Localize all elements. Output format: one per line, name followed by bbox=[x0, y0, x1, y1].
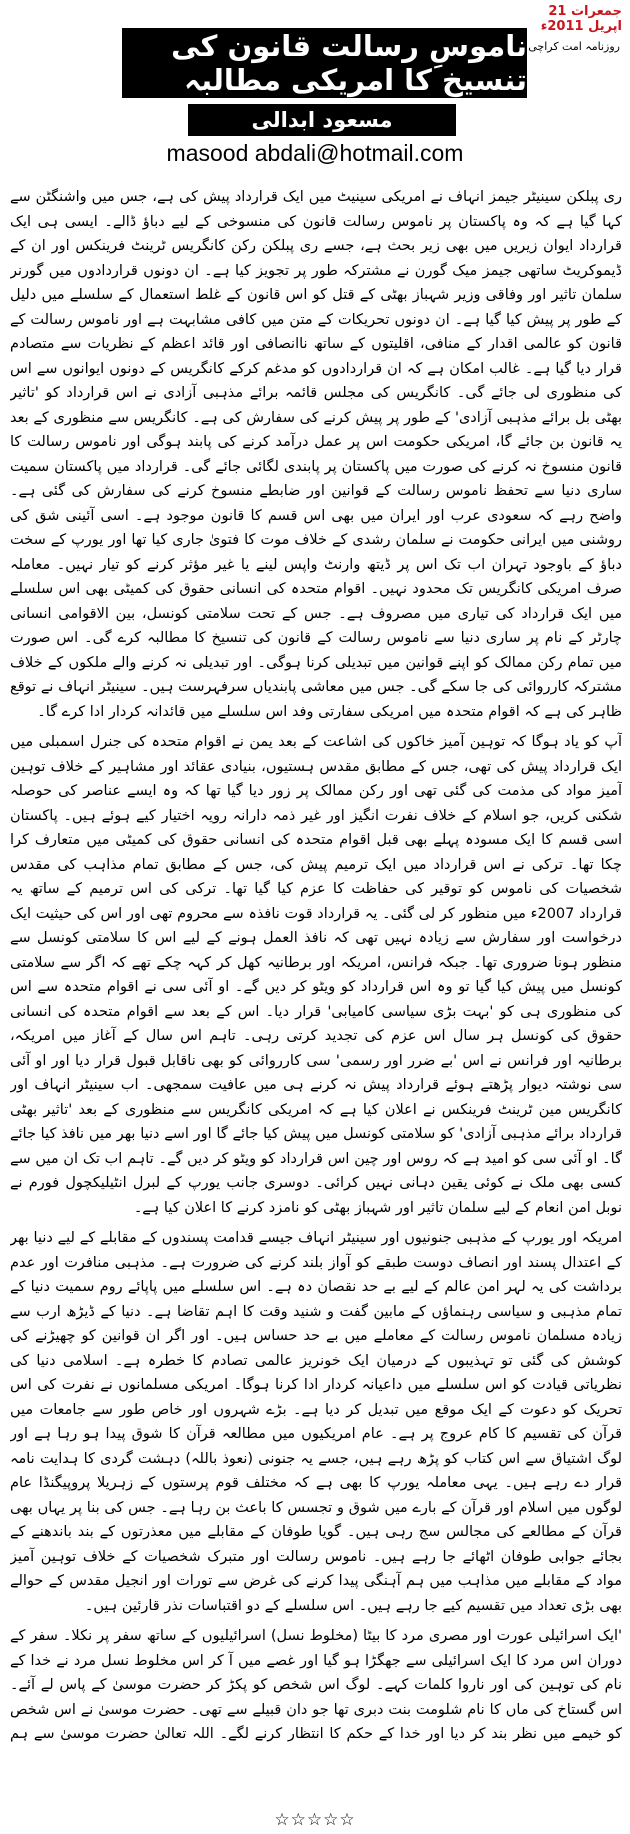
author-email: masood abdali@hotmail.com bbox=[166, 140, 464, 166]
paragraph-4: 'ایک اسرائیلی عورت اور مصری مرد کا بیٹا (مخلوط نسل) اسرائیلیوں کے ساتھ سفر پر نکلا۔ سفر کے دوران اس مرد کا ایک اسرائیلی سے جھگڑا ہو گیا اور غصے میں آ کر اس مخلوط نسل مرد نے خدا کے نام کی توہین کی اور ناروا کلمات کہے۔ لوگ اس شخص کو پکڑ کر حضرت موسیٰ کے پاس لے آئے۔ اس گستاخ کی ماں کا نام شلومت بنت دبری تھا جو دان قبیلے سے تھی۔ حضرت موسیٰ نے اس شخص کو خیمے میں نظر بند کر دیا اور خدا کے حکم کا انتظار کرنے لگے۔ اللہ تعالیٰ حضرت موسیٰ سے ہم bbox=[10, 1628, 622, 1742]
article-body bbox=[10, 185, 622, 1750]
article-header bbox=[122, 28, 620, 98]
paragraph-3: امریکہ اور یورپ کے مذہبی جنونیوں اور سینیٹر انہاف جیسے قدامت پسندوں کے مقابلے کے لیے دنیا بھر کے اعتدال پسند اور انصاف دوست طبقے کو آواز بلند کرنے کی ضرورت ہے۔ مذہبی منافرت اور عدم برداشت کی یہ لہر امن عالم کے لیے بے حد نقصان دہ ہے۔ اس سلسلے میں پاپائے روم سمیت دنیا کے تمام مذہبی و سیاسی رہنماؤں کے مابین گفت و شنید وقت کا اہم تقاضا ہے۔ دنیا کے ڈیڑھ ارب سے زیادہ مسلمان ناموس رسالت کے معاملے میں بے حد حساس ہیں۔ اور اگر ان قوانین کو چھیڑنے کی کوشش کی گئی تو تہذیبوں کے درمیان ایک خونریز عالمی تصادم کا خطرہ ہے۔ اسلامی دنیا کی نظریاتی قیادت کو اس سلسلے میں داعیانہ کردار ادا کرنا ہوگا۔ امریکی مسلمانوں نے نفرت کی اس تحریک کو دعوت کے ایک موقع میں تبدیل کر دیا ہے۔ بڑے شہروں اور خاص طور سے جامعات میں قرآن کی تقسیم کا کام عروج پر ہے۔ عام امریکیوں میں مطالعہ قرآن کا شوق پیدا ہو رہا ہے اور لوگ اشتیاق سے اس کتاب کو پڑھ رہے ہیں، جسے یہ جنونی (نعوذ باللہ) دہشت گردی کا ہدایت نامہ قرار دے رہے ہیں۔ یہی معاملہ یورپ کا بھی ہے کہ مختلف قوم پرستوں کے زہریلا پروپیگنڈا عام لوگوں میں اسلام اور قرآن کے بارے میں شوق و تجسس کا باعث بن رہا ہے۔ جس کی بنا پر یہاں بھی قرآن کے مطالعے کی مجالس سج رہی ہیں۔ گویا طوفان کے مقابلے میں معذرتوں کے بند باندھنے کے بجائے جوابی طوفان اٹھائے جا رہے ہیں۔ ناموس رسالت اور متبرک شخصیات کے خلاف توہین آمیز مواد کے مقابلے میں مذاہب میں ہم آہنگی پیدا کرنے کی غرض سے تورات اور انجیل مقدس کے حوالے بھی بڑی تعداد میں تقسیم کیے جا رہے ہیں۔ اس سلسلے کے دو اقتباسات نذر قارئین ہیں۔ bbox=[10, 1230, 622, 1614]
publication-date: جمعرات 21 اپریل 2011ء bbox=[540, 4, 622, 34]
author-name: مسعود ابدالی bbox=[188, 104, 456, 136]
newspaper-source: روزنامہ امت کراچی bbox=[528, 40, 620, 53]
paragraph-2: آپ کو یاد ہوگا کہ توہین آمیز خاکوں کی اشاعت کے بعد یمن نے اقوام متحدہ کی جنرل اسمبلی میں ایک قرارداد پیش کی تھی، جس کے مطابق مقدس ہستیوں، بنیادی عقائد اور مشاہیر کے خلاف توہین آمیز مواد کی مذمت کی گئی تھی اور رکن ممالک پر زور دیا گیا تھا کہ وہ ایسے عناصر کی حوصلہ شکنی کریں، جو اسلام کے خلاف نفرت انگیز اور غیر ذمہ دارانہ رویہ اختیار کیے ہوئے ہیں۔ پاکستان اسی قسم کا ایک مسودہ پہلے بھی قبل اقوام متحدہ کی انسانی حقوق کی کمیٹی میں متعارف کرا چکا تھا۔ ترکی نے اس قرارداد میں ایک ترمیم پیش کی، جس کے مطابق تمام مذاہب کی مقدس شخصیات کی ناموس کو توقیر کی حفاظت کا عزم کیا گیا تھا۔ ترکی کی اس ترمیم کے ساتھ یہ قرارداد 2007ء میں منظور کر لی گئی۔ یہ قرارداد قوت نافذہ سے محروم تھی اور اس کی حیثیت ایک درخواست اور سفارش سے زیادہ نہیں تھی کہ نافذ العمل ہونے کے لیے اس کا سلامتی کونسل سے منظور ہونا ضروری تھا۔ جبکہ فرانس، امریکہ اور برطانیہ کھل کر کہہ چکے تھے کہ اگر سے سلامتی کونسل میں پیش کیا گیا تو وہ اس قرارداد کو ویٹو کر دیں گے۔ او آئی سی نے اقوام متحدہ سے اس کی منظوری ہی کو 'بہت بڑی سیاسی کامیابی' قرار دیا۔ اس کے بعد سے اقوام متحدہ کی انسانی حقوق کی کونسل ہر سال اس عزم کی تجدید کرتی رہی۔ تاہم اس سال کے آغاز میں امریکہ، برطانیہ اور فرانس نے اس 'بے ضرر اور رسمی' سی کارروائی کو بھی ناقابل قبول قرار دیا اور او آئی سی نوشتہ دیوار پڑھتے ہوئے قرارداد پیش نہ کرنے ہی میں عافیت سمجھی۔ اب سینیٹر انہاف اور کانگریس مین ٹرینٹ فرینکس نے اعلان کیا ہے کہ امریکی کانگریس سے منظوری کے بعد 'تاثیر بھٹی قرارداد برائے مذہبی آزادی' کو سلامتی کونسل میں پیش کیا جائے گا اور اسے دنیا بھر میں نافذ کیا جائے گا۔ او آئی سی کو امید ہے کہ روس اور چین اس قرارداد کو ویٹو کر دیں گے۔ تاہم اب تک ان میں سے کسی بھی ملک نے کوئی یقین دہانی نہیں کرائی۔ دوسری جانب یورپ کے لبرل انٹیلیکچول فورم نے نوبل امن انعام کے لیے سلمان تاثیر اور شہباز بھٹی کو نامزد کرنے کا اعلان کیا ہے۔ bbox=[10, 734, 622, 1216]
article-title: ناموسِ رسالت قانون کی تنسیخ کا امریکی مطالبہ bbox=[122, 28, 527, 98]
paragraph-1: ری پبلکن سینیٹر جیمز انہاف نے امریکی سینیٹ میں ایک قرارداد پیش کی ہے، جس میں واشنگٹن سے کہا گیا ہے کہ وہ پاکستان پر ناموس رسالت قانون کی منسوخی کے لیے دباؤ ڈالے۔ ایسی ہی ایک قرارداد ایوان زیریں میں بھی زیر بحث ہے، جسے ری پبلکن رکن کانگریس ٹرینٹ فرینکس اور ان کے ڈیموکریٹ ساتھی جیمز میک گورن نے مشترکہ طور پر تجویز کیا ہے۔ ان دونوں قراردادوں میں گورنر سلمان تاثیر اور وفاقی وزیر شہباز بھٹی کے قتل کو اس قانون کے غلط استعمال کے سلسلے میں دلیل کے طور پر پیش کیا گیا ہے۔ ان دونوں تحریکات کے متن میں کافی مشابہت ہے اور ناموس رسالت کے قانون کو عالمی اقدار کے منافی، اقلیتوں کے ساتھ ناانصافی اور قائد اعظم کے نظریات سے متصادم قرار دیا گیا ہے۔ غالب امکان ہے کہ ان قراردادوں کو مدغم کرکے کانگریس کے دونوں ایوانوں سے اس کی منظوری لی جائے گی۔ کانگریس کی مجلس قائمہ برائے مذہبی آزادی نے اس قرارداد کو 'تاثیر بھٹی بل برائے مذہبی آزادی' کے طور پر پیش کرنے کی سفارش کی ہے۔ کانگریس سے منظوری کے بعد یہ قانون بن جائے گا، امریکی حکومت اس پر عمل درآمد کرنے کی پابند ہوگی اور ناموس رسالت کا قانون منسوخ نہ کرنے کی صورت میں پاکستان پر پابندی لگائی جائے گی۔ قرارداد میں پاکستان سمیت ساری دنیا سے تحفظ ناموس رسالت کے قوانین اور ضابطے منسوخ کرنے کی سفارش کی گئی ہے۔ واضح رہے کہ سعودی عرب اور ایران میں بھی اس قسم کا قانون موجود ہے۔ اسی آئینی شق کی روشنی میں ایرانی حکومت نے سلمان رشدی کے خلاف موت کا فتویٰ جاری کیا تھا اور یورپ کے سخت دباؤ کے باوجود تہران اب تک اس پر ڈیتھ وارنٹ واپس لینے یا غیر مؤثر کرنے کو تیار نہیں۔ معاملہ صرف امریکی کانگریس تک محدود نہیں۔ اقوام متحدہ کی انسانی حقوق کی کمیٹی بھی اس سلسلے میں ایک قرارداد کی تیاری میں مصروف ہے۔ جس کے تحت سلامتی کونسل، بین الاقوامی انسانی چارٹر کے نام پر ساری دنیا سے ناموس رسالت کے قانون کی تنسیخ کا مطالبہ کرے گی۔ اس صورت میں تمام رکن ممالک کو اپنے قوانین میں تبدیلی کرنا ہوگی۔ اور تبدیلی نہ کرنے والے ملکوں کے خلاف مشترکہ کارروائی کی جا سکے گی۔ جس میں معاشی پابندیاں سرفہرست ہیں۔ سینیٹر انہاف نے توقع ظاہر کی ہے کہ اقوام متحدہ میں امریکی سفارتی وفد اس سلسلے میں قائدانہ کردار ادا کرے گا۔ bbox=[10, 189, 622, 720]
end-stars: ☆☆☆☆☆ bbox=[274, 1810, 356, 1830]
